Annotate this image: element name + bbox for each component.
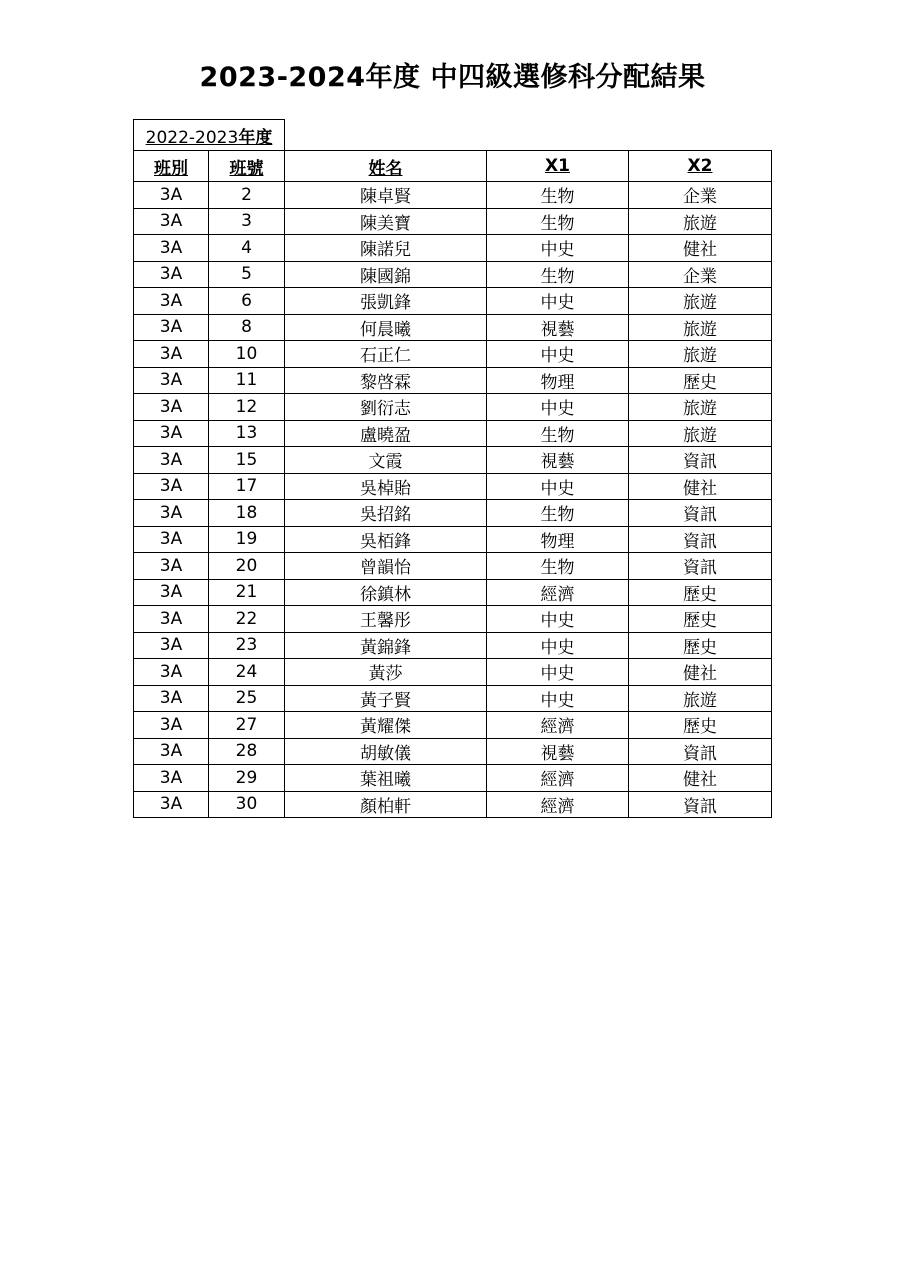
cell-x2: 企業 <box>629 182 772 209</box>
cell-x1: 中史 <box>487 235 629 262</box>
cell-x2: 旅遊 <box>629 288 772 315</box>
cell-class: 3A <box>134 288 209 315</box>
table-row <box>134 526 772 553</box>
cell-x2: 資訊 <box>629 500 772 527</box>
table-row <box>134 791 772 818</box>
cell-x2: 資訊 <box>629 791 772 818</box>
cell-x2: 健社 <box>629 473 772 500</box>
cell-name: 黃子賢 <box>285 685 487 712</box>
cell-class: 3A <box>134 500 209 527</box>
cell-x2: 資訊 <box>629 526 772 553</box>
cell-name: 石正仁 <box>285 341 487 368</box>
cell-x1: 中史 <box>487 659 629 686</box>
cell-number: 28 <box>209 738 285 765</box>
cell-name: 劉衍志 <box>285 394 487 421</box>
cell-x2: 企業 <box>629 261 772 288</box>
cell-number: 5 <box>209 261 285 288</box>
table-row <box>134 712 772 739</box>
cell-name: 文霞 <box>285 447 487 474</box>
table-row <box>134 685 772 712</box>
cell-x2: 資訊 <box>629 738 772 765</box>
cell-x2: 歷史 <box>629 712 772 739</box>
table-row <box>134 394 772 421</box>
cell-name: 張凱鋒 <box>285 288 487 315</box>
header-name: 姓名 <box>285 151 487 182</box>
cell-name: 何晨曦 <box>285 314 487 341</box>
header-class: 班別 <box>134 151 209 182</box>
cell-x1: 物理 <box>487 526 629 553</box>
cell-name: 徐鎮林 <box>285 579 487 606</box>
cell-x2: 健社 <box>629 659 772 686</box>
cell-x1: 中史 <box>487 394 629 421</box>
cell-number: 20 <box>209 553 285 580</box>
cell-name: 黃莎 <box>285 659 487 686</box>
cell-x2: 資訊 <box>629 447 772 474</box>
cell-x1: 視藝 <box>487 447 629 474</box>
cell-x1: 經濟 <box>487 765 629 792</box>
cell-name: 陳美寶 <box>285 208 487 235</box>
cell-x2: 旅遊 <box>629 314 772 341</box>
cell-x1: 經濟 <box>487 579 629 606</box>
table-row <box>134 447 772 474</box>
cell-name: 陳卓賢 <box>285 182 487 209</box>
cell-x2: 健社 <box>629 235 772 262</box>
cell-x1: 中史 <box>487 685 629 712</box>
cell-number: 30 <box>209 791 285 818</box>
cell-number: 13 <box>209 420 285 447</box>
table-row <box>134 367 772 394</box>
header-x1: X1 <box>487 151 629 182</box>
cell-x2: 旅遊 <box>629 341 772 368</box>
cell-number: 29 <box>209 765 285 792</box>
cell-number: 27 <box>209 712 285 739</box>
table-row <box>134 208 772 235</box>
cell-x1: 視藝 <box>487 738 629 765</box>
cell-x2: 旅遊 <box>629 420 772 447</box>
cell-number: 21 <box>209 579 285 606</box>
cell-name: 曾韻怡 <box>285 553 487 580</box>
cell-number: 4 <box>209 235 285 262</box>
cell-name: 顏柏軒 <box>285 791 487 818</box>
cell-x1: 中史 <box>487 632 629 659</box>
table-row <box>134 553 772 580</box>
year-label <box>134 120 285 151</box>
cell-x2: 旅遊 <box>629 208 772 235</box>
cell-class: 3A <box>134 367 209 394</box>
cell-name: 陳國錦 <box>285 261 487 288</box>
cell-number: 10 <box>209 341 285 368</box>
table-row <box>134 182 772 209</box>
cell-class: 3A <box>134 447 209 474</box>
header-x2: X2 <box>629 151 772 182</box>
year-label-suffix: 年度 <box>238 127 273 148</box>
cell-x2: 旅遊 <box>629 685 772 712</box>
cell-x1: 生物 <box>487 500 629 527</box>
cell-number: 17 <box>209 473 285 500</box>
cell-class: 3A <box>134 182 209 209</box>
cell-class: 3A <box>134 553 209 580</box>
cell-x1: 中史 <box>487 288 629 315</box>
cell-class: 3A <box>134 261 209 288</box>
cell-number: 23 <box>209 632 285 659</box>
cell-x2: 歷史 <box>629 579 772 606</box>
cell-name: 陳諾兒 <box>285 235 487 262</box>
cell-class: 3A <box>134 420 209 447</box>
table-row <box>134 420 772 447</box>
cell-name: 黎啓霖 <box>285 367 487 394</box>
cell-x2: 資訊 <box>629 553 772 580</box>
cell-number: 19 <box>209 526 285 553</box>
cell-name: 胡敏儀 <box>285 738 487 765</box>
cell-class: 3A <box>134 341 209 368</box>
cell-x1: 視藝 <box>487 314 629 341</box>
cell-x1: 中史 <box>487 341 629 368</box>
cell-name: 黃耀傑 <box>285 712 487 739</box>
table-row <box>134 288 772 315</box>
cell-x1: 生物 <box>487 420 629 447</box>
year-label-row <box>134 120 772 151</box>
cell-name: 吳招銘 <box>285 500 487 527</box>
table-row <box>134 500 772 527</box>
cell-x1: 中史 <box>487 606 629 633</box>
cell-x1: 經濟 <box>487 712 629 739</box>
cell-name: 吳栢鋒 <box>285 526 487 553</box>
cell-x1: 生物 <box>487 261 629 288</box>
cell-class: 3A <box>134 606 209 633</box>
cell-number: 11 <box>209 367 285 394</box>
cell-class: 3A <box>134 208 209 235</box>
cell-class: 3A <box>134 685 209 712</box>
cell-class: 3A <box>134 473 209 500</box>
cell-x2: 健社 <box>629 765 772 792</box>
cell-class: 3A <box>134 765 209 792</box>
cell-class: 3A <box>134 314 209 341</box>
table-row <box>134 606 772 633</box>
header-number: 班號 <box>209 151 285 182</box>
cell-name: 盧曉盈 <box>285 420 487 447</box>
cell-number: 25 <box>209 685 285 712</box>
cell-number: 22 <box>209 606 285 633</box>
cell-class: 3A <box>134 632 209 659</box>
cell-name: 葉祖曦 <box>285 765 487 792</box>
allocation-table <box>133 119 772 818</box>
cell-class: 3A <box>134 235 209 262</box>
cell-x1: 生物 <box>487 208 629 235</box>
year-label-range: 2022-2023 <box>145 127 239 148</box>
table-row <box>134 659 772 686</box>
cell-x1: 經濟 <box>487 791 629 818</box>
page-title: 2023-2024年度 中四級選修科分配結果 <box>199 62 706 93</box>
blank-cell <box>285 120 772 151</box>
cell-x2: 歷史 <box>629 367 772 394</box>
cell-x2: 旅遊 <box>629 394 772 421</box>
table-row <box>134 738 772 765</box>
cell-number: 3 <box>209 208 285 235</box>
table-row <box>134 473 772 500</box>
cell-number: 12 <box>209 394 285 421</box>
cell-class: 3A <box>134 659 209 686</box>
cell-class: 3A <box>134 738 209 765</box>
table-row <box>134 579 772 606</box>
cell-name: 吳棹貽 <box>285 473 487 500</box>
cell-x1: 中史 <box>487 473 629 500</box>
cell-number: 24 <box>209 659 285 686</box>
cell-class: 3A <box>134 579 209 606</box>
cell-x2: 歷史 <box>629 606 772 633</box>
table-row <box>134 632 772 659</box>
table-row <box>134 261 772 288</box>
table-row <box>134 314 772 341</box>
table-row <box>134 235 772 262</box>
cell-number: 18 <box>209 500 285 527</box>
table-row <box>134 341 772 368</box>
cell-x1: 生物 <box>487 182 629 209</box>
cell-x2: 歷史 <box>629 632 772 659</box>
cell-number: 6 <box>209 288 285 315</box>
cell-x1: 生物 <box>487 553 629 580</box>
cell-class: 3A <box>134 526 209 553</box>
cell-number: 2 <box>209 182 285 209</box>
cell-class: 3A <box>134 712 209 739</box>
table-row <box>134 765 772 792</box>
cell-x1: 物理 <box>487 367 629 394</box>
cell-class: 3A <box>134 791 209 818</box>
cell-number: 8 <box>209 314 285 341</box>
cell-name: 黃錦鋒 <box>285 632 487 659</box>
cell-number: 15 <box>209 447 285 474</box>
cell-class: 3A <box>134 394 209 421</box>
table-header-row <box>134 151 772 182</box>
cell-name: 王馨彤 <box>285 606 487 633</box>
